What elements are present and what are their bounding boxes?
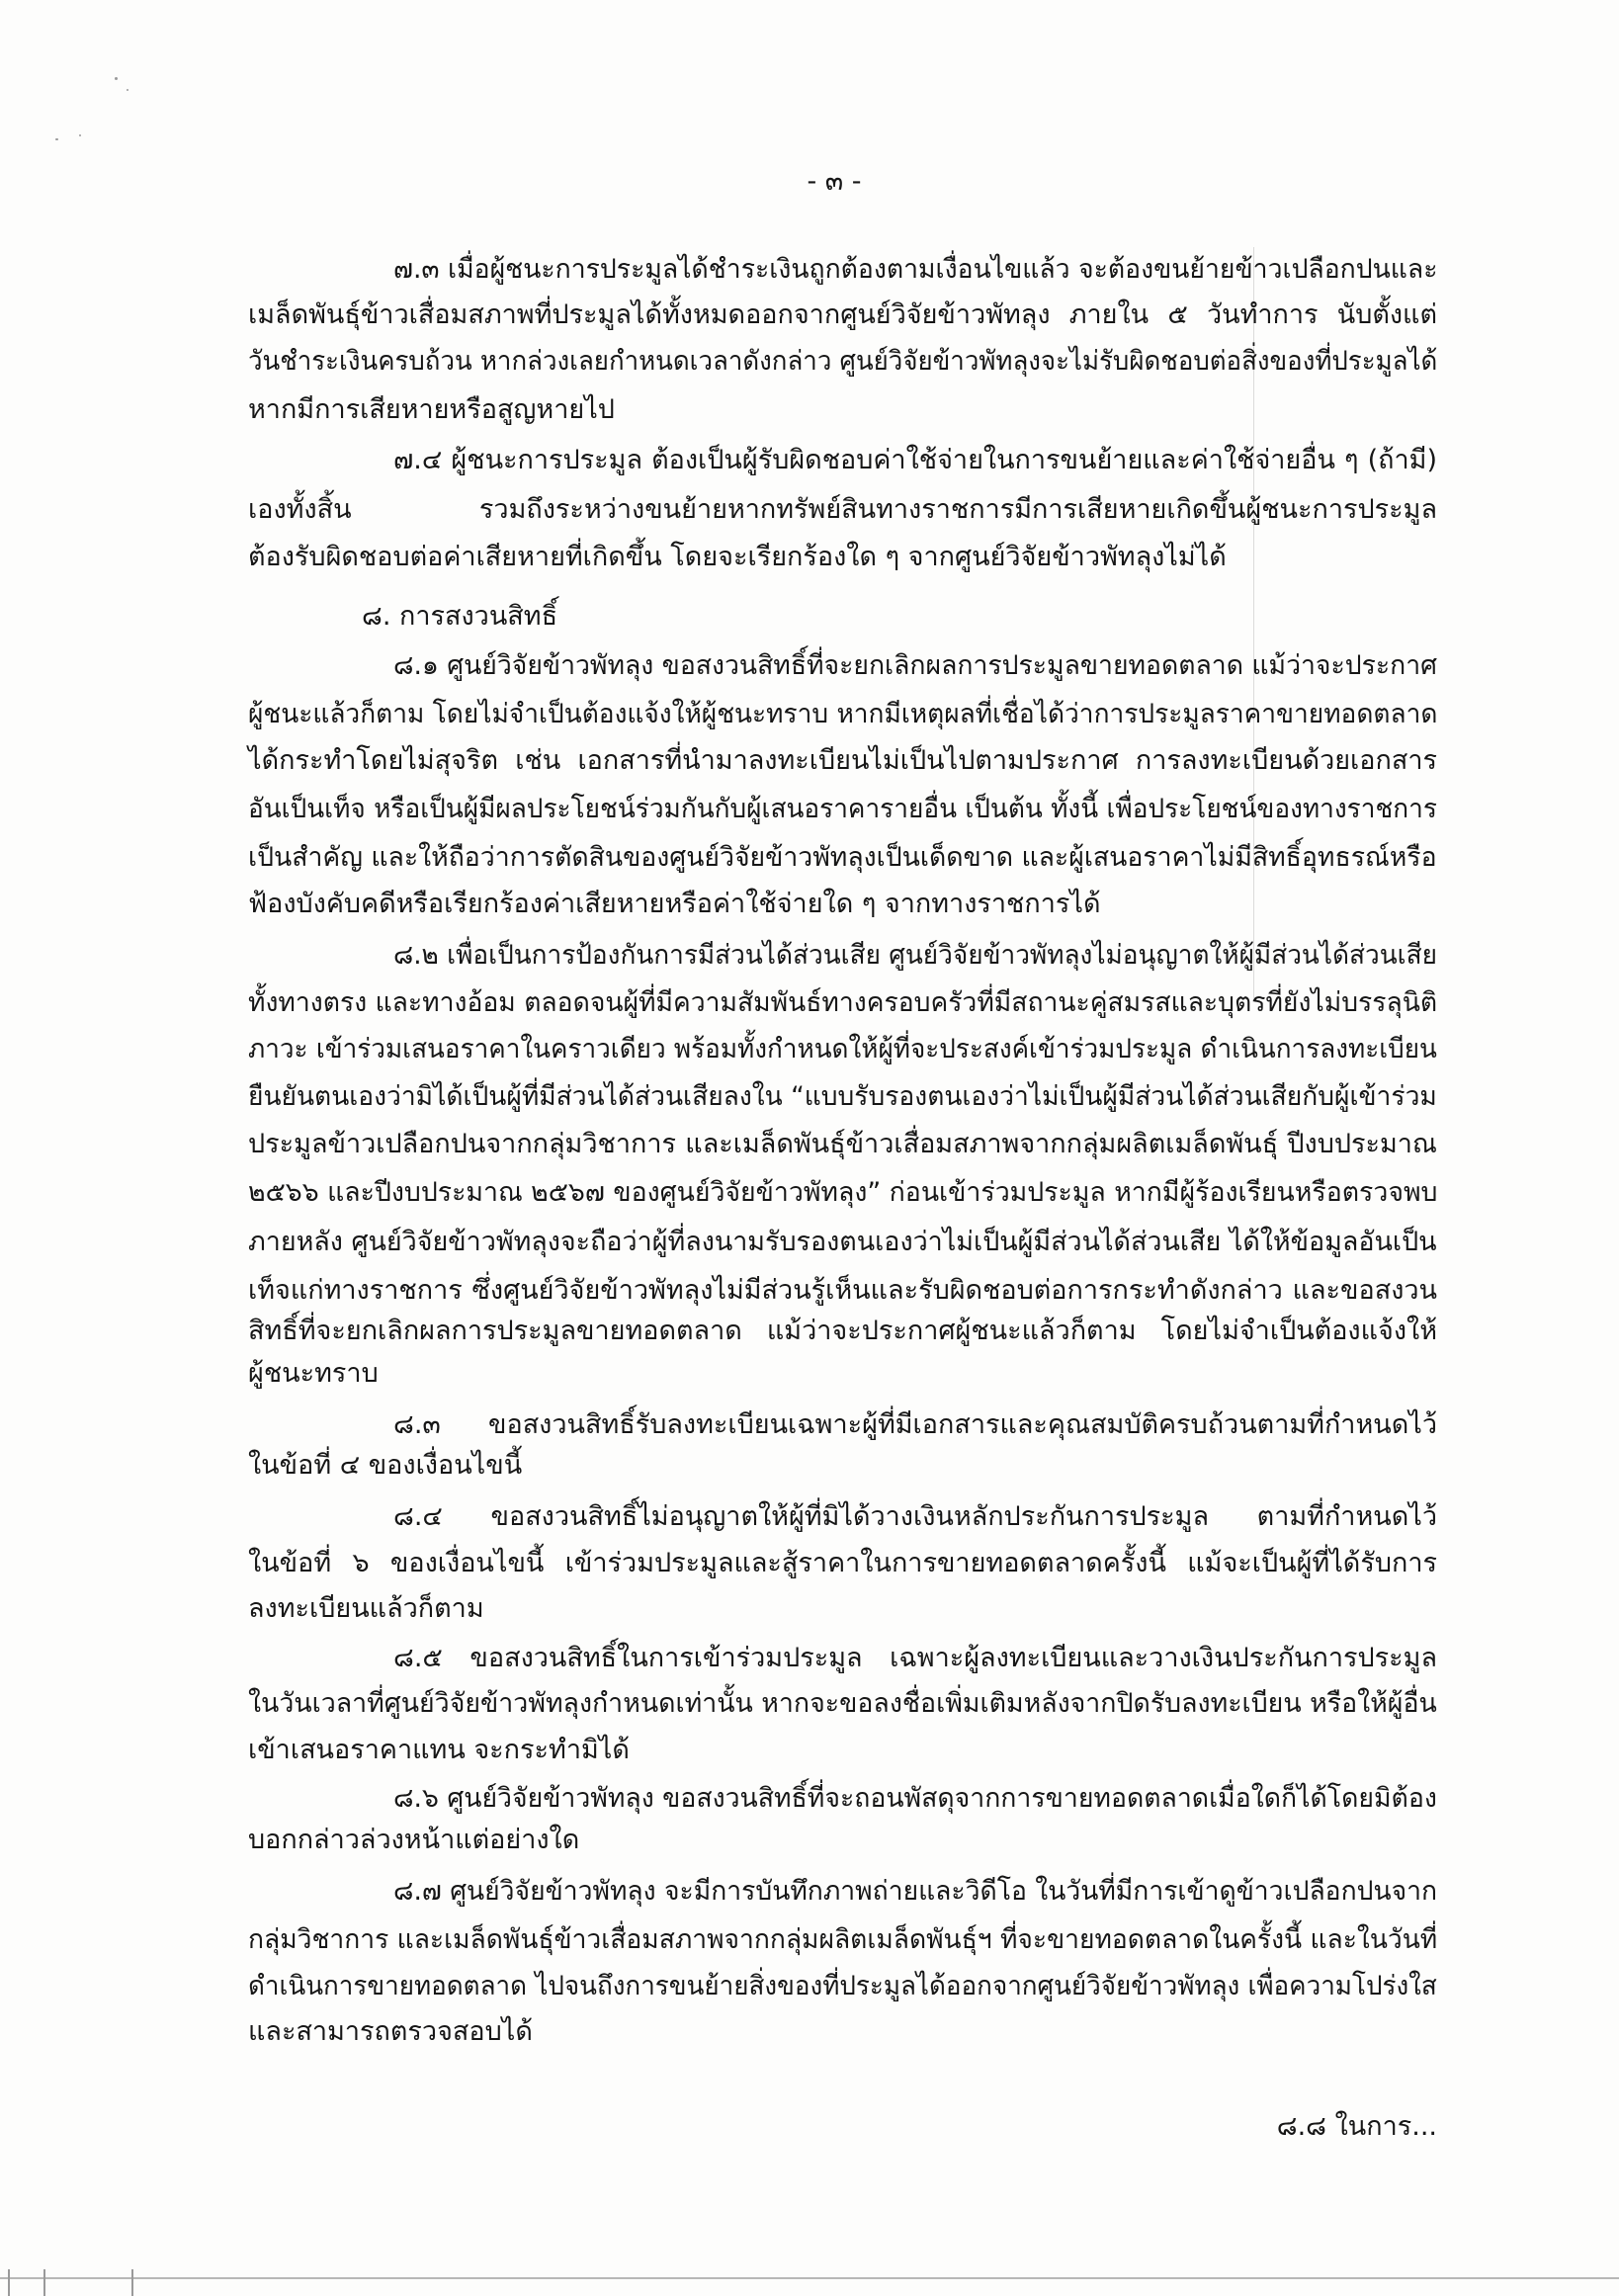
paragraph-line: ๗.๓ เมื่อผู้ชนะการประมูลได้ชำระเงินถูกต้องตามเงื่อนไขแล้ว จะต้องขนย้ายข้าวเปลือกปนและ (393, 254, 1438, 285)
paragraph-line: ฟ้องบังคับคดีหรือเรียกร้องค่าเสียหายหรือค่าใช้จ่ายใด ๆ จากทางราชการได้ (248, 889, 1101, 919)
section-heading: ๘. การสงวนสิทธิ์ (362, 601, 558, 632)
paragraph-line: ๘.๕ ขอสงวนสิทธิ์ในการเข้าร่วมประมูล เฉพาะผู้ลงทะเบียนและวางเงินประกันการประมูล (393, 1643, 1437, 1673)
paragraph-line: เป็นสำคัญ และให้ถือว่าการตัดสินของศูนย์วิจัยข้าวพัทลุงเป็นเด็ดขาด และผู้เสนอราคาไม่มีสิทธิ์อุทธรณ์หรือ (248, 842, 1437, 873)
paragraph-line: ผู้ชนะแล้วก็ตาม โดยไม่จำเป็นต้องแจ้งให้ผู้ชนะทราบ หากมีเหตุผลที่เชื่อได้ว่าการประมูลราคาขายทอดตลาด (248, 699, 1438, 729)
paragraph-line: วันชำระเงินครบถ้วน หากล่วงเลยกำหนดเวลาดังกล่าว ศูนย์วิจัยข้าวพัทลุงจะไม่รับผิดชอบต่อสิ่งของที่ประมูลได้ (248, 346, 1438, 377)
paragraph-line: ๒๕๖๖ และปีงบประมาณ ๒๕๖๗ ของศูนย์วิจัยข้าวพัทลุง” ก่อนเข้าร่วมประมูล หากมีผู้ร้องเรียนหรือตรวจพบ (248, 1177, 1438, 1208)
paragraph-line: ยืนยันตนเองว่ามิได้เป็นผู้ที่มีส่วนได้ส่วนเสียลงใน “แบบรับรองตนเองว่าไม่เป็นผู้มีส่วนได้ส่วนเสียกับผู้เข้าร่วม (248, 1081, 1437, 1112)
scan-speck (115, 77, 118, 80)
paragraph-line: เองทั้งสิ้น รวมถึงระหว่างขนย้ายหากทรัพย์สินทางราชการมีการเสียหายเกิดขึ้นผู้ชนะการประมูล (248, 494, 1437, 525)
paragraph-line: เท็จแก่ทางราชการ ซึ่งศูนย์วิจัยข้าวพัทลุงไม่มีส่วนรู้เห็นและรับผิดชอบต่อการกระทำดังกล่าว และขอสงวน (248, 1275, 1437, 1306)
paragraph-line: ประมูลข้าวเปลือกปนจากกลุ่มวิชาการ และเมล็ดพันธุ์ข้าวเสื่อมสภาพจากกลุ่มผลิตเมล็ดพันธุ์ ปีงบประมาณ (248, 1129, 1437, 1159)
paragraph-line: ๘.๓ ขอสงวนสิทธิ์รับลงทะเบียนเฉพาะผู้ที่มีเอกสารและคุณสมบัติครบถ้วนตามที่กำหนดไว้ (393, 1409, 1437, 1440)
paragraph-line: ในข้อที่ ๖ ของเงื่อนไขนี้ เข้าร่วมประมูลและสู้ราคาในการขายทอดตลาดครั้งนี้ แม้จะเป็นผู้ที่ได้รับการ (248, 1548, 1437, 1578)
paragraph-line: บอกกล่าวล่วงหน้าแต่อย่างใด (248, 1825, 580, 1855)
paragraph-line: เมล็ดพันธุ์ข้าวเสื่อมสภาพที่ประมูลได้ทั้งหมดออกจากศูนย์วิจัยข้าวพัทลุง ภายใน ๕ วันทำการ นับตั้งแต่ (248, 299, 1437, 330)
paragraph-line: ๘.๔ ขอสงวนสิทธิ์ไม่อนุญาตให้ผู้ที่มิได้วางเงินหลักประกันการประมูล ตามที่กำหนดไว้ (393, 1501, 1437, 1532)
scan-speck (79, 134, 81, 136)
paragraph-line: ต้องรับผิดชอบต่อค่าเสียหายที่เกิดขึ้น โดยจะเรียกร้องใด ๆ จากศูนย์วิจัยข้าวพัทลุงไม่ได้ (248, 542, 1227, 572)
paragraph-line: ภาวะ เข้าร่วมเสนอราคาในคราวเดียว พร้อมทั้งกำหนดให้ผู้ที่จะประสงค์เข้าร่วมประมูล ดำเนินการลงทะเบียน (248, 1034, 1437, 1064)
scan-edge-tick (8, 2269, 10, 2296)
continuation-marker: ๘.๘ ในการ... (1276, 2111, 1437, 2142)
paragraph-line: สิทธิ์ที่จะยกเลิกผลการประมูลขายทอดตลาด แม้ว่าจะประกาศผู้ชนะแล้วก็ตาม โดยไม่จำเป็นต้องแจ้งให้ (248, 1316, 1437, 1346)
paragraph-line: หากมีการเสียหายหรือสูญหายไป (248, 394, 615, 425)
page-number: - ๓ - (807, 166, 862, 197)
paragraph-line: ในวันเวลาที่ศูนย์วิจัยข้าวพัทลุงกำหนดเท่านั้น หากจะขอลงชื่อเพิ่มเติมหลังจากปิดรับลงทะเบียน หรือให้ผู้อื่น (248, 1688, 1437, 1719)
paragraph-line: อันเป็นเท็จ หรือเป็นผู้มีผลประโยชน์ร่วมกันกับผู้เสนอราคารายอื่น เป็นต้น ทั้งนี้ เพื่อประโยชน์ของทางราชการ (248, 794, 1437, 824)
scan-speck (55, 138, 58, 140)
paragraph-line: ๗.๔ ผู้ชนะการประมูล ต้องเป็นผู้รับผิดชอบค่าใช้จ่ายในการขนย้ายและค่าใช้จ่ายอื่น ๆ (ถ้ามี) (393, 445, 1437, 475)
paragraph-line: ๘.๖ ศูนย์วิจัยข้าวพัทลุง ขอสงวนสิทธิ์ที่จะถอนพัสดุจากการขายทอดตลาดเมื่อใดก็ได้โดยมิต้อง (393, 1783, 1437, 1814)
paragraph-line: ลงทะเบียนแล้วก็ตาม (248, 1593, 484, 1624)
paragraph-line: ผู้ชนะทราบ (248, 1358, 379, 1389)
paragraph-line: ในข้อที่ ๔ ของเงื่อนไขนี้ (248, 1450, 523, 1481)
paragraph-line: เข้าเสนอราคาแทน จะกระทำมิได้ (248, 1735, 630, 1765)
scan-bottom-edge (0, 2277, 1619, 2279)
scan-speck (127, 89, 128, 91)
paragraph-line: ๘.๗ ศูนย์วิจัยข้าวพัทลุง จะมีการบันทึกภาพถ่ายและวิดีโอ ในวันที่มีการเข้าดูข้าวเปลือกปนจาก (393, 1876, 1438, 1907)
paragraph-line: ภายหลัง ศูนย์วิจัยข้าวพัทลุงจะถือว่าผู้ที่ลงนามรับรองตนเองว่าไม่เป็นผู้มีส่วนได้ส่วนเสีย ได้ให้ข้อมูลอันเป็น (248, 1227, 1437, 1257)
paragraph-line: และสามารถตรวจสอบได้ (248, 2016, 533, 2047)
paragraph-line: ๘.๑ ศูนย์วิจัยข้าวพัทลุง ขอสงวนสิทธิ์ที่จะยกเลิกผลการประมูลขายทอดตลาด แม้ว่าจะประกาศ (393, 650, 1438, 681)
scan-edge-tick (131, 2269, 133, 2296)
paragraph-line: ดำเนินการขายทอดตลาด ไปจนถึงการขนย้ายสิ่งของที่ประมูลได้ออกจากศูนย์วิจัยข้าวพัทลุง เพื่อความโปร่งใส (248, 1971, 1437, 2001)
paragraph-line: กลุ่มวิชาการ และเมล็ดพันธุ์ข้าวเสื่อมสภาพจากกลุ่มผลิตเมล็ดพันธุ์ฯ ที่จะขายทอดตลาดในครั้งนี้ และในวันที่ (248, 1924, 1438, 1955)
paragraph-line: ๘.๒ เพื่อเป็นการป้องกันการมีส่วนได้ส่วนเสีย ศูนย์วิจัยข้าวพัทลุงไม่อนุญาตให้ผู้มีส่วนได้ส่วนเสีย (393, 940, 1437, 971)
scan-edge-tick (43, 2269, 45, 2296)
paragraph-line: ทั้งทางตรง และทางอ้อม ตลอดจนผู้ที่มีความสัมพันธ์ทางครอบครัวที่มีสถานะคู่สมรสและบุตรที่ยังไม่บรรลุนิติ (248, 987, 1438, 1018)
paragraph-line: ได้กระทำโดยไม่สุจริต เช่น เอกสารที่นำมาลงทะเบียนไม่เป็นไปตามประกาศ การลงทะเบียนด้วยเอกสาร (248, 745, 1437, 776)
